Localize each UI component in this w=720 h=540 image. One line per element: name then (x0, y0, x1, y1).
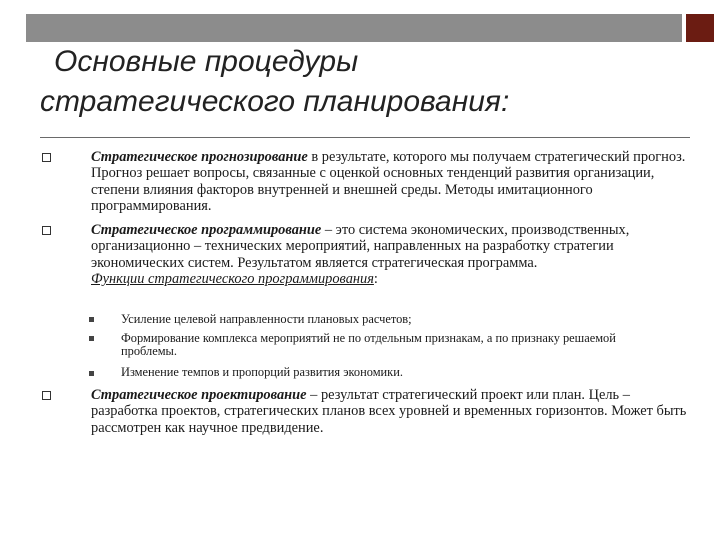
slide-title (40, 42, 690, 122)
list-item (91, 222, 687, 288)
hollow-square-bullet-icon (42, 153, 51, 162)
item-text: – результат стратегический проект или план. Цель – разработка проектов, стратегических планов всех уровней и временных горизонтов. Может быть рассмотрен как научное предвидение. (91, 387, 687, 436)
header-bar (26, 14, 682, 42)
list-item (91, 387, 687, 436)
title-line-1: Основные процедуры (54, 45, 359, 78)
sub-list-item: Формирование комплекса мероприятий не по отдельным признакам, а по признаку решаемой проблемы. (121, 331, 616, 358)
title-line-2-text: стратегического планирования (40, 85, 501, 118)
title-colon: : (500, 85, 510, 118)
hollow-square-bullet-icon (42, 226, 51, 235)
filled-square-bullet-icon (89, 336, 94, 341)
title-divider (40, 137, 690, 138)
functions-colon: : (373, 271, 378, 288)
item-term: Стратегическое проектирование (91, 387, 307, 403)
item-text: в результате, которого мы получаем стратегический прогноз. Прогноз решает вопросы, связанные с оценкой основных тенденций развития организации, степени влияния факторов внутренней и внешней среды. Методы имитационного программирования. (91, 149, 686, 215)
item-term: Стратегическое программирование (91, 222, 322, 238)
sub-list-item: Изменение темпов и пропорций развития экономики. (121, 365, 403, 379)
sub-list-item: Усиление целевой направленности плановых расчетов; (121, 312, 412, 326)
item-text: – это система экономических, производственных, организационно – технических мероприятий, направленных на разработку стратегии экономических систем. Результатом является стратегическая программа. (91, 222, 630, 271)
filled-square-bullet-icon (89, 317, 94, 322)
title-line-2 (40, 82, 690, 122)
functions-label: Функции стратегического программирования (91, 271, 374, 288)
item-term: Стратегическое прогнозирование (91, 149, 308, 165)
hollow-square-bullet-icon (42, 391, 51, 400)
list-item (91, 149, 687, 215)
filled-square-bullet-icon (89, 371, 94, 376)
corner-accent-square (686, 14, 714, 42)
